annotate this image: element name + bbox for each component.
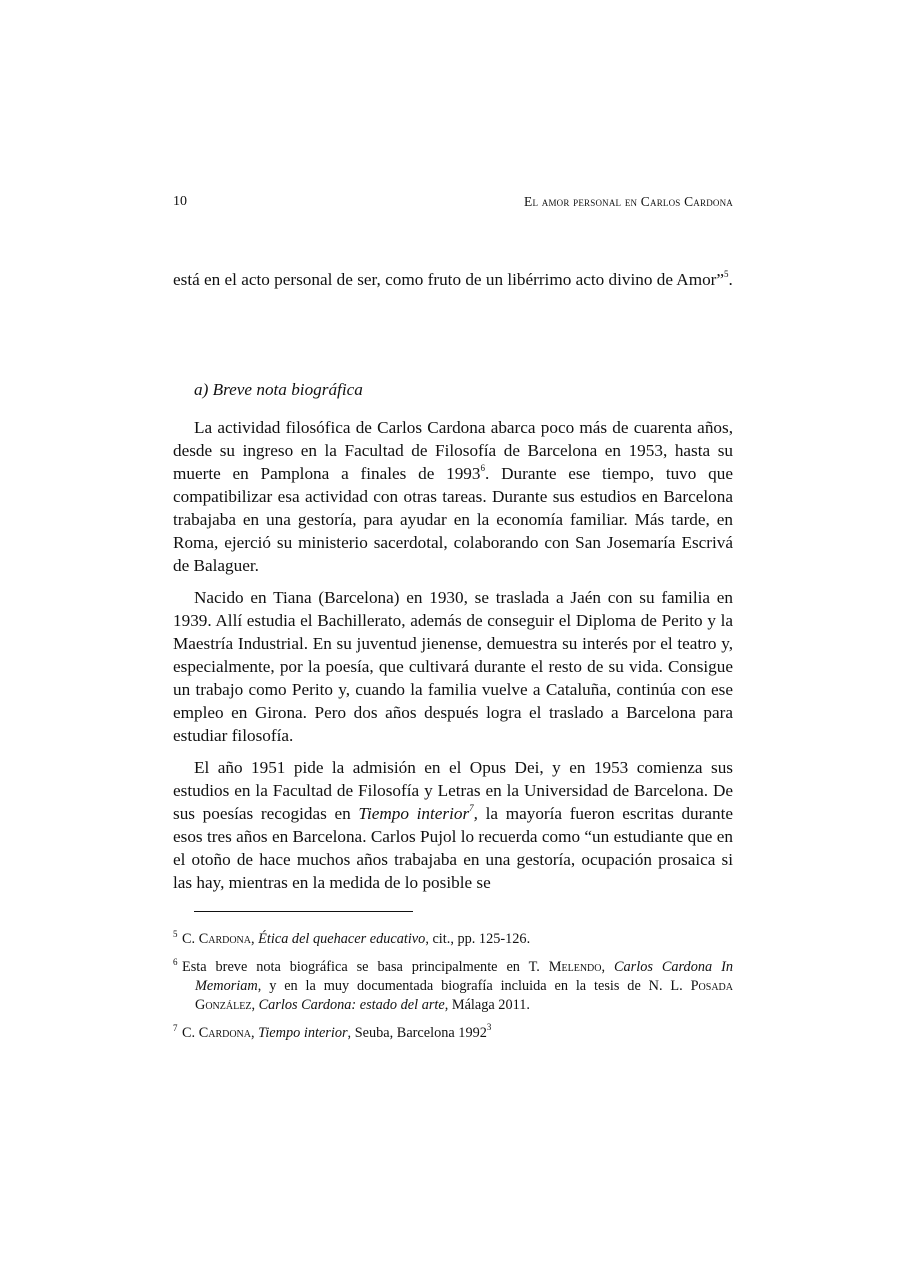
work-title: Tiempo interior bbox=[258, 1025, 348, 1041]
separator: , bbox=[251, 1025, 259, 1041]
author-initial: C. bbox=[182, 931, 199, 947]
footnote-separator bbox=[194, 911, 413, 912]
work-title: Ética del quehacer educativo bbox=[258, 931, 426, 947]
paragraph-3 bbox=[173, 756, 733, 894]
continuation-paragraph bbox=[173, 268, 733, 291]
separator: , bbox=[251, 931, 259, 947]
running-title: El amor personal en Carlos Cardona bbox=[524, 194, 733, 209]
citation-rest: , Seuba, Barcelona 1992 bbox=[347, 1025, 487, 1041]
footnote-7: 7 C. Cardona, Tiempo interior, Seuba, Barcelona 1992$^3$ bbox=[173, 1022, 492, 1041]
paragraph-1-text-a: La actividad filosófica de Carlos Cardona abarca poco más de cuarenta años, desde su ingreso en la Facultad de Filosofía de Barcelona en 1953, hasta su muerte en Pamplona a finales de 1993 bbox=[173, 418, 733, 483]
separator: , bbox=[251, 997, 259, 1013]
footnote-text-a: Esta breve nota biográfica se basa principalmente en T. bbox=[182, 959, 549, 975]
separator: , bbox=[601, 959, 614, 975]
paragraph-2: Nacido en Tiana (Barcelona) en 1930, se traslada a Jaén con su familia en 1939. Allí estudia el Bachillerato, además de conseguir el Diploma de Perito y la Maestría Industrial. En su juventud jienense, demuestra su interés por el teatro y, especialmente, por la poesía, que cultivará durante el resto de su vida. Consigue un trabajo como Perito y, cuando la familia vuelve a Cataluña, continúa con ese empleo en Girona. Pero dos años después logra el traslado a Barcelona para estudiar filosofía. bbox=[173, 588, 733, 745]
work-title: Carlos Cardona In Memoriam bbox=[195, 959, 733, 994]
author-name: Melendo bbox=[548, 959, 602, 975]
paragraph-1-text-b: . Durante ese tiempo, tuvo que compatibilizar esa actividad con otras tareas. Durante sus estudios en Barcelona trabajaba en una gestoría, para ayudar en la economía familiar. Más tarde, en Roma, ejerció su ministerio sacerdotal, colaborando con San Josemaría Escrivá de Balaguer. bbox=[173, 464, 733, 575]
citation-rest: , Málaga 2011. bbox=[444, 997, 530, 1013]
continuation-end: . bbox=[728, 270, 733, 289]
author-initial: C. bbox=[182, 1025, 199, 1041]
paragraph-3-comma: , bbox=[473, 804, 478, 823]
page-number: 10 bbox=[173, 194, 187, 209]
continuation-text: está en el acto personal de ser, como fruto de un libérrimo acto divino de Amor” bbox=[173, 270, 725, 289]
footnote-5: 5 C. Cardona, Ética del quehacer educativo, cit., pp. 125-126. bbox=[173, 929, 531, 947]
edition-superscript: 3 bbox=[486, 1022, 492, 1033]
footnote-ref-5[interactable]: 5 bbox=[724, 269, 729, 280]
body-paragraphs bbox=[173, 416, 733, 903]
paragraph-1 bbox=[173, 416, 733, 577]
paragraph-3-text-b: la mayoría fueron escritas durante esos tres años en Barcelona. Carlos Pujol lo recuerda como “un estudiante que en el otoño de hace muchos años trabajaba en una gestoría, ocupación prosaica si las hay, mientras en la medida de lo posible se bbox=[173, 804, 733, 892]
paragraph-3-text-a: El año 1951 pide la admisión en el Opus Dei, y en 1953 comienza sus estudios en la Facultad de Filosofía y Letras en la Universidad de Barcelona. De sus poesías recogidas en bbox=[173, 758, 733, 823]
footnote-ref-7[interactable]: 7 bbox=[469, 803, 474, 814]
work-title: Carlos Cardona: estado del arte bbox=[258, 997, 445, 1013]
author-name: Cardona bbox=[198, 931, 252, 947]
footnote-6: 6 Esta breve nota biográfica se basa principalmente en T. Melendo, Carlos Cardona In Memoriam, y en la muy documentada biografía incluida en la tesis de N. L. Posada González, Carlos Cardona: estado del arte, Málaga 2011. bbox=[173, 957, 733, 1013]
section-heading: a) Breve nota biográfica bbox=[194, 380, 363, 399]
book-title-tiempo-interior: Tiempo interior bbox=[358, 804, 470, 823]
author-name: Cardona bbox=[198, 1025, 252, 1041]
footnote-text-b: , y en la muy documentada biografía incluida en la tesis de N. L. bbox=[257, 978, 691, 994]
citation-rest: , cit., pp. 125-126. bbox=[425, 931, 531, 947]
footnote-ref-6[interactable]: 6 bbox=[480, 463, 485, 474]
footnotes bbox=[173, 930, 733, 1052]
author-name: Posada González bbox=[195, 978, 733, 1013]
